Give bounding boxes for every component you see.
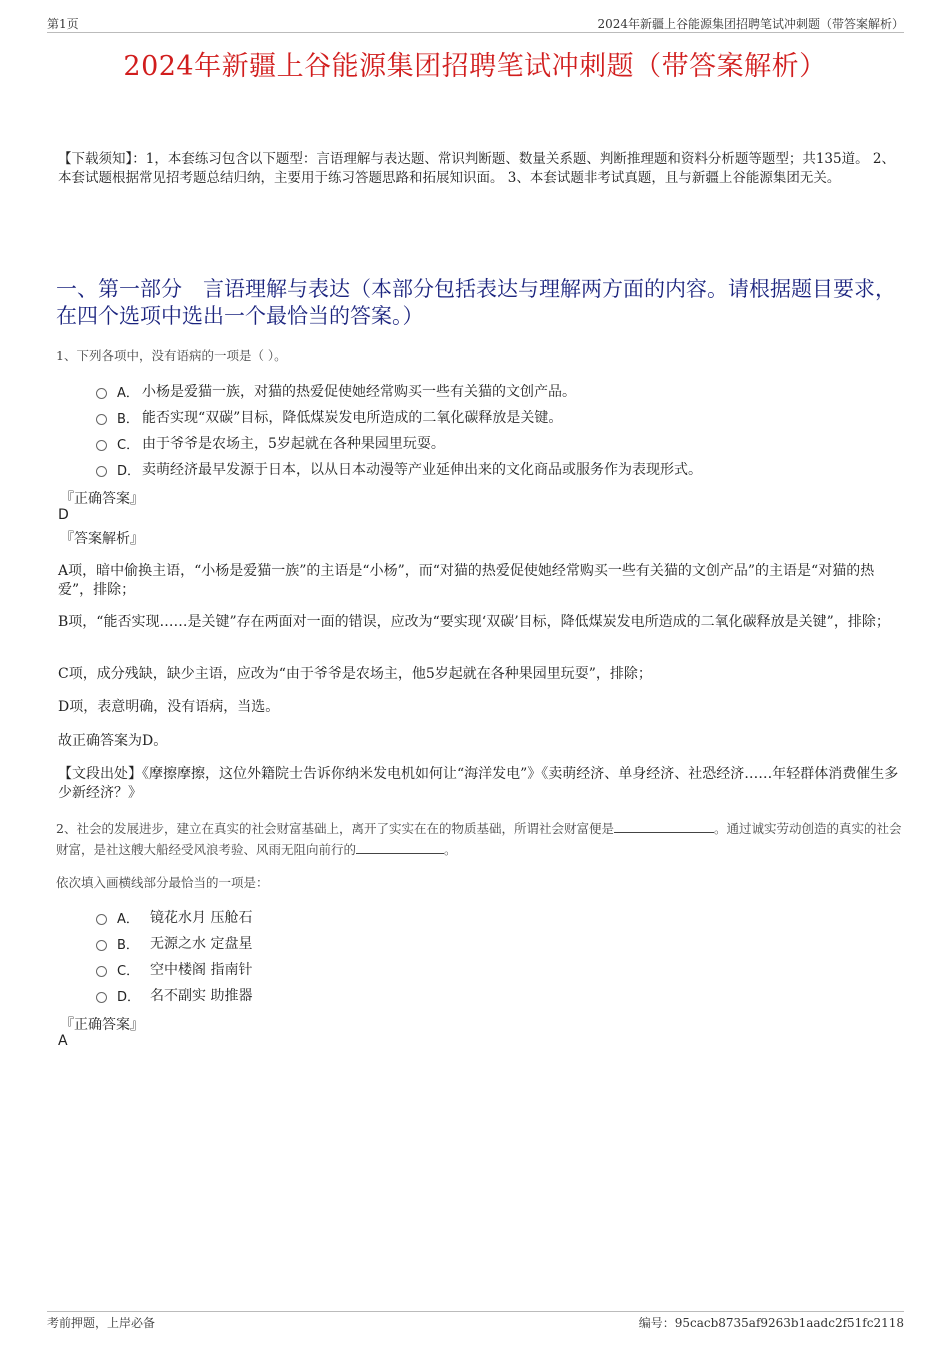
q1-answer: D [58,507,69,523]
q1-analysis-a: A项，暗中偷换主语，“小杨是爱猫一族”的主语是“小杨”，而“对猫的热爱促使她经常购买一些有关猫的文创产品”的主语是“对猫的热爱”，排除； [58,563,875,598]
page-footer [47,1311,904,1331]
footer-slogan: 考前押题，上岸必备 [47,1316,156,1330]
q1-option-c[interactable]: C． 由于爷爷是农场主，5岁起就在各种果园里玩耍。 [96,430,910,456]
radio-icon[interactable] [96,914,107,925]
q2-instruction: 依次填入画横线部分最恰当的一项是： [56,875,269,890]
radio-icon[interactable] [96,966,107,977]
radio-icon[interactable] [96,388,107,399]
q2-option-d[interactable]: D． 名不副实 助推器 [96,982,910,1008]
q1-answer-label: 『正确答案』 [60,491,144,507]
radio-icon[interactable] [96,940,107,951]
q2-option-c[interactable]: C． 空中楼阁 指南针 [96,956,910,982]
q1-analysis-d: D项，表意明确，没有语病，当选。 [58,699,280,715]
header-doc-title: 2024年新疆上谷能源集团招聘笔试冲刺题（带答案解析） [597,16,904,31]
radio-icon[interactable] [96,992,107,1003]
q2-stem: 2、社会的发展进步，建立在真实的社会财富基础上，离开了实实在在的物质基础，所谓社会财富便是 。通过诚实劳动创造的真实的社会财富，是社这艘大船经受风浪考验、风雨无阻向前行的 。 [56,821,902,857]
q1-option-b[interactable]: B． 能否实现“双碳”目标，降低煤炭发电所造成的二氧化碳释放是关键。 [96,404,910,430]
q1-options [96,378,910,482]
blank-2[interactable] [356,840,444,854]
radio-icon[interactable] [96,414,107,425]
radio-icon[interactable] [96,466,107,477]
q2-options [96,904,910,1008]
q1-analysis-label: 『答案解析』 [60,531,144,547]
page-number: 第1页 [47,16,79,31]
page-header [47,14,904,33]
section-heading: 一、第一部分 言语理解与表达（本部分包括表达与理解两方面的内容。请根据题目要求，在四个选项中选出一个最恰当的答案。） [56,277,896,328]
q2-answer: A [58,1033,68,1049]
q1-analysis-c: C项，成分残缺，缺少主语，应改为“由于爷爷是农场主，他5岁起就在各种果园里玩耍”，排除； [58,666,652,682]
radio-icon[interactable] [96,440,107,451]
q1-stem: 1、下列各项中，没有语病的一项是（ ）。 [56,348,287,363]
q2-answer-label: 『正确答案』 [60,1017,144,1033]
blank-1[interactable] [614,819,714,833]
q1-analysis-b: B项，“能否实现……是关键”存在两面对一面的错误，应改为“要实现‘双碳’目标，降低煤炭发电所造成的二氧化碳释放是关键”，排除； [58,614,890,630]
q1-option-d[interactable]: D． 卖萌经济最早发源于日本，以从日本动漫等产业延伸出来的文化商品或服务作为表现形式。 [96,456,910,482]
q1-source: 【文段出处】《摩擦摩擦，这位外籍院士告诉你纳米发电机如何让“海洋发电”》《卖萌经济、单身经济、社恐经济……年轻群体消费催生多少新经济？》 [58,766,899,801]
q1-conclusion: 故正确答案为D。 [58,733,168,749]
q2-option-a[interactable]: A． 镜花水月 压舱石 [96,904,910,930]
page-title: 2024年新疆上谷能源集团招聘笔试冲刺题（带答案解析） [123,51,827,82]
q1-option-a[interactable]: A． 小杨是爱猫一族，对猫的热爱促使她经常购买一些有关猫的文创产品。 [96,378,910,404]
download-notice: 【下载须知】：1，本套练习包含以下题型：言语理解与表达题、常识判断题、数量关系题、判断推理题和资料分析题等题型；共135道。 2、本套试题根据常见招考题总结归纳，主要用于练习答题思路和拓展知识面。 3、本套试题非考试真题，且与新疆上谷能源集团无关。 [58,151,895,186]
q2-option-b[interactable]: B． 无源之水 定盘星 [96,930,910,956]
footer-doc-id: 编号：95cacb8735af9263b1aadc2f51fc2118 [638,1316,904,1330]
